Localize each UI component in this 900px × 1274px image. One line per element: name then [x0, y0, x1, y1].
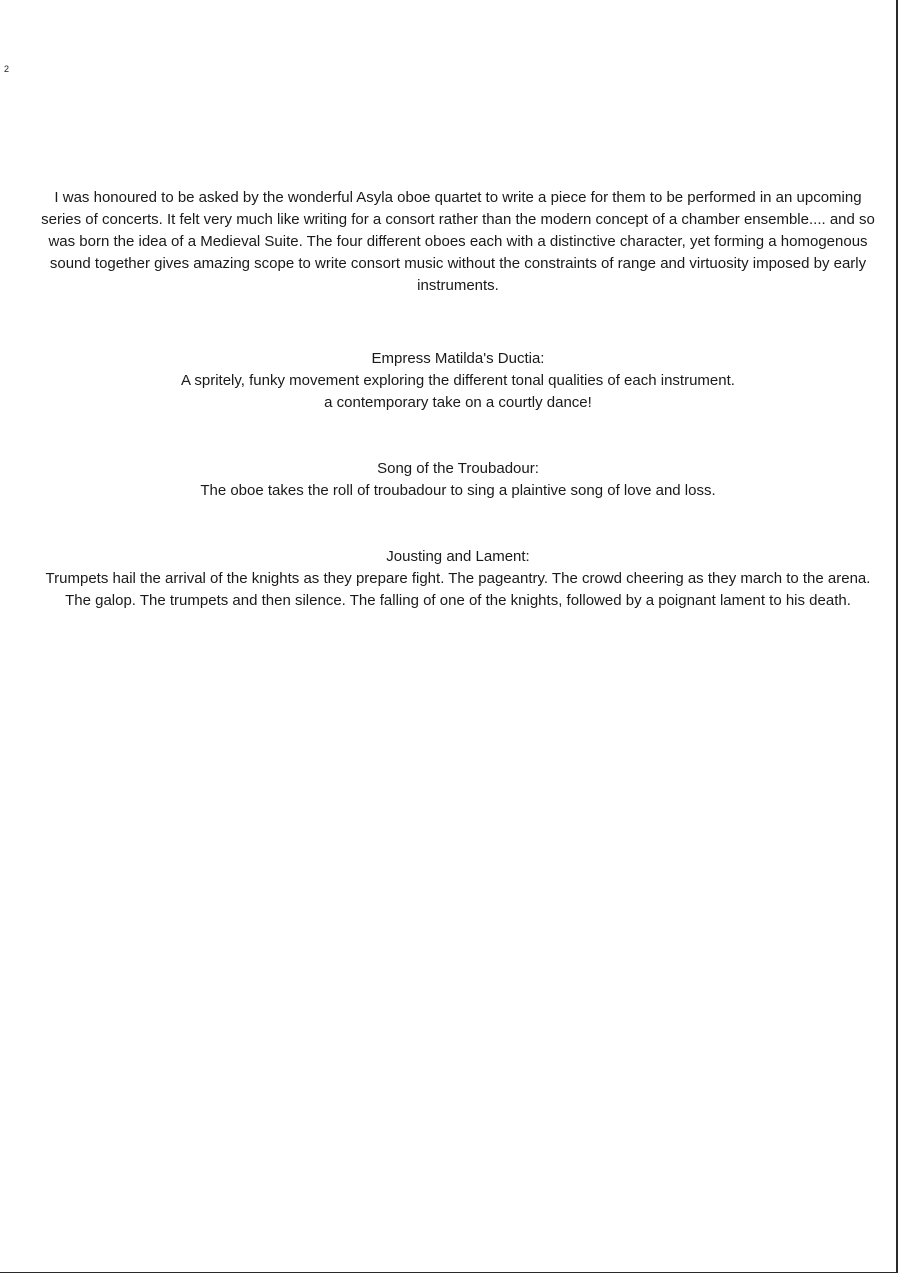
movement-title: Empress Matilda's Ductia: — [371, 350, 545, 367]
movement-song-of-the-troubadour — [40, 458, 876, 502]
movement-description: The oboe takes the roll of troubadour to sing a plaintive song of love and loss. — [200, 482, 716, 499]
movement-description: a contemporary take on a courtly dance! — [324, 394, 592, 411]
movement-jousting-and-lament — [40, 546, 876, 612]
movement-empress-matilda — [40, 348, 876, 414]
movement-description: Trumpets hail the arrival of the knights as they prepare fight. The pageantry. The crowd cheering as they march to the arena. The galop. The trumpets and then silence. The falling of one of the knights, followed by a poignant lament to his death. — [45, 570, 871, 609]
page-number: 2 — [4, 64, 10, 74]
intro-paragraph: I was honoured to be asked by the wonderful Asyla oboe quartet to write a piece for them to be performed in an upcoming series of concerts. It felt very much like writing for a consort rather than the modern concept of a chamber ensemble.... and so was born the idea of a Medieval Suite. The four different oboes each with a distinctive character, yet forming a homogenous sound together gives amazing scope to write consort music without the constraints of range and virtuosity imposed by early instruments. — [41, 189, 875, 294]
movement-title: Song of the Troubadour: — [377, 460, 539, 477]
programme-notes — [40, 187, 876, 656]
movement-description: A spritely, funky movement exploring the different tonal qualities of each instrument. — [181, 372, 735, 389]
movement-title: Jousting and Lament: — [386, 548, 530, 565]
